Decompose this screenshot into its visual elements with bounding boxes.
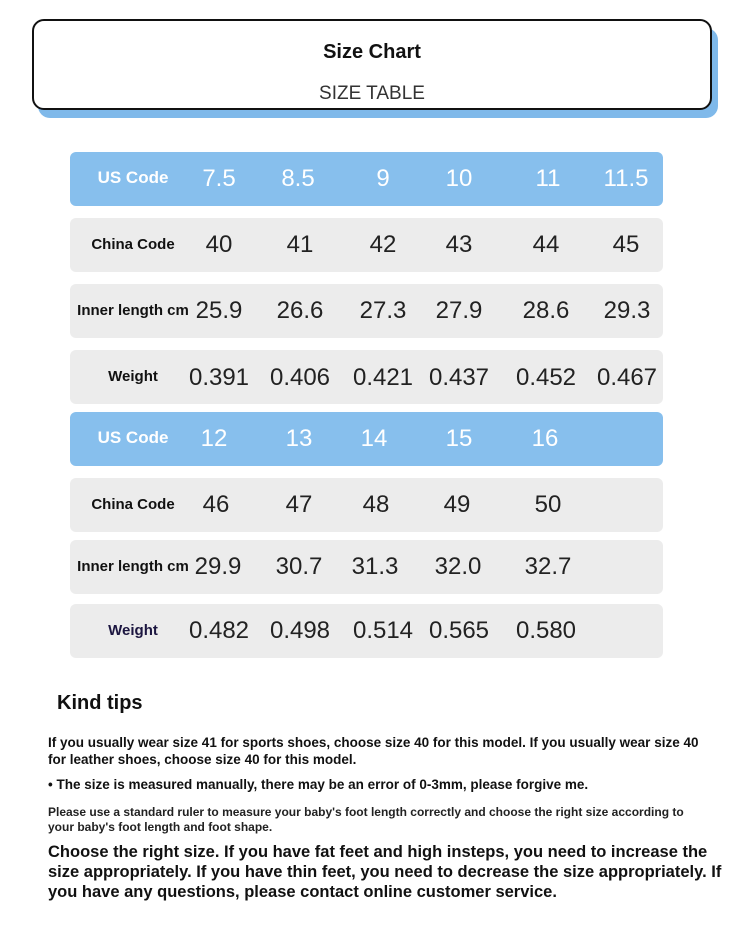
table-cell: 29.3	[603, 297, 651, 324]
row-label: China Code	[91, 236, 175, 253]
table-cell: 7.5	[202, 165, 236, 192]
table-cell: 48	[362, 491, 390, 518]
table-cell: 13	[285, 425, 313, 452]
table-cell: 26.6	[276, 297, 324, 324]
table-cell: 9	[376, 165, 390, 192]
table-cell: 44	[532, 231, 560, 258]
header-box	[32, 19, 712, 110]
table-cell: 8.5	[281, 165, 315, 192]
table-cell: 46	[202, 491, 230, 518]
row-label: US Code	[97, 168, 169, 187]
table2-inner-length-row	[70, 540, 663, 594]
row-label: Weight	[108, 368, 158, 385]
table-cell: 47	[285, 491, 313, 518]
table-cell: 0.437	[428, 364, 490, 391]
table-cell: 29.9	[194, 553, 242, 580]
table-cell: 10	[445, 165, 473, 192]
table-cell: 11	[535, 165, 561, 192]
table-cell: 30.7	[275, 553, 323, 580]
row-label: US Code	[97, 428, 169, 447]
page-subtitle: SIZE TABLE	[319, 83, 425, 104]
table1-weight-row	[70, 350, 663, 404]
table-cell: 49	[443, 491, 471, 518]
table-cell: 0.498	[269, 617, 331, 644]
page-title: Size Chart	[323, 41, 421, 63]
table-cell: 11.5	[603, 165, 649, 192]
table1-us-row	[70, 152, 663, 206]
tip-text: Please use a standard ruler to measure your baby's foot length correctly and choose the right size according to your baby's foot length and foot shape.	[48, 805, 684, 834]
table2-weight-row	[70, 604, 663, 658]
table-cell: 27.3	[359, 297, 407, 324]
row-label: Weight	[108, 622, 158, 639]
table-cell: 43	[445, 231, 473, 258]
table-cell: 25.9	[195, 297, 243, 324]
table-cell: 42	[369, 231, 397, 258]
table-cell: 0.580	[515, 617, 577, 644]
table-cell: 0.391	[188, 364, 250, 391]
table-cell: 27.9	[435, 297, 483, 324]
tip-text: • The size is measured manually, there may be an error of 0-3mm, please forgive me.	[48, 777, 589, 792]
tip-text: If you usually wear size 41 for sports shoes, choose size 40 for this model. If you usually wear size 40 for leather shoes, choose size 40 for this model.	[48, 735, 699, 767]
table-cell: 0.452	[515, 364, 577, 391]
table-cell: 0.482	[188, 617, 250, 644]
table-cell: 50	[534, 491, 562, 518]
table-cell: 0.421	[352, 364, 414, 391]
table-cell: 32.0	[434, 553, 482, 580]
table-cell: 0.565	[428, 617, 490, 644]
table1-china-row	[70, 218, 663, 272]
table-cell: 45	[612, 231, 640, 258]
table-cell: 15	[445, 425, 473, 452]
table-cell: 12	[200, 425, 228, 452]
table2-china-row	[70, 478, 663, 532]
table1-inner-length-row	[70, 284, 663, 338]
row-label: China Code	[91, 496, 175, 513]
table-cell: 14	[360, 425, 388, 452]
row-label: Inner length cm	[77, 302, 189, 319]
table-cell: 0.514	[352, 617, 414, 644]
table2-us-row	[70, 412, 663, 466]
table-cell: 0.467	[596, 364, 658, 391]
table-cell: 16	[531, 425, 559, 452]
table-cell: 0.406	[269, 364, 331, 391]
tips-heading: Kind tips	[57, 692, 143, 714]
row-label: Inner length cm	[77, 558, 189, 575]
table-cell: 31.3	[351, 553, 399, 580]
table-cell: 40	[205, 231, 233, 258]
table-cell: 28.6	[522, 297, 570, 324]
tip-text: Choose the right size. If you have fat feet and high insteps, you need to increase the size appropriately. If you have thin feet, you need to decrease the size appropriately. If you have any questions, please contact online customer service.	[48, 843, 722, 901]
table-cell: 32.7	[524, 553, 572, 580]
table-cell: 41	[286, 231, 314, 258]
